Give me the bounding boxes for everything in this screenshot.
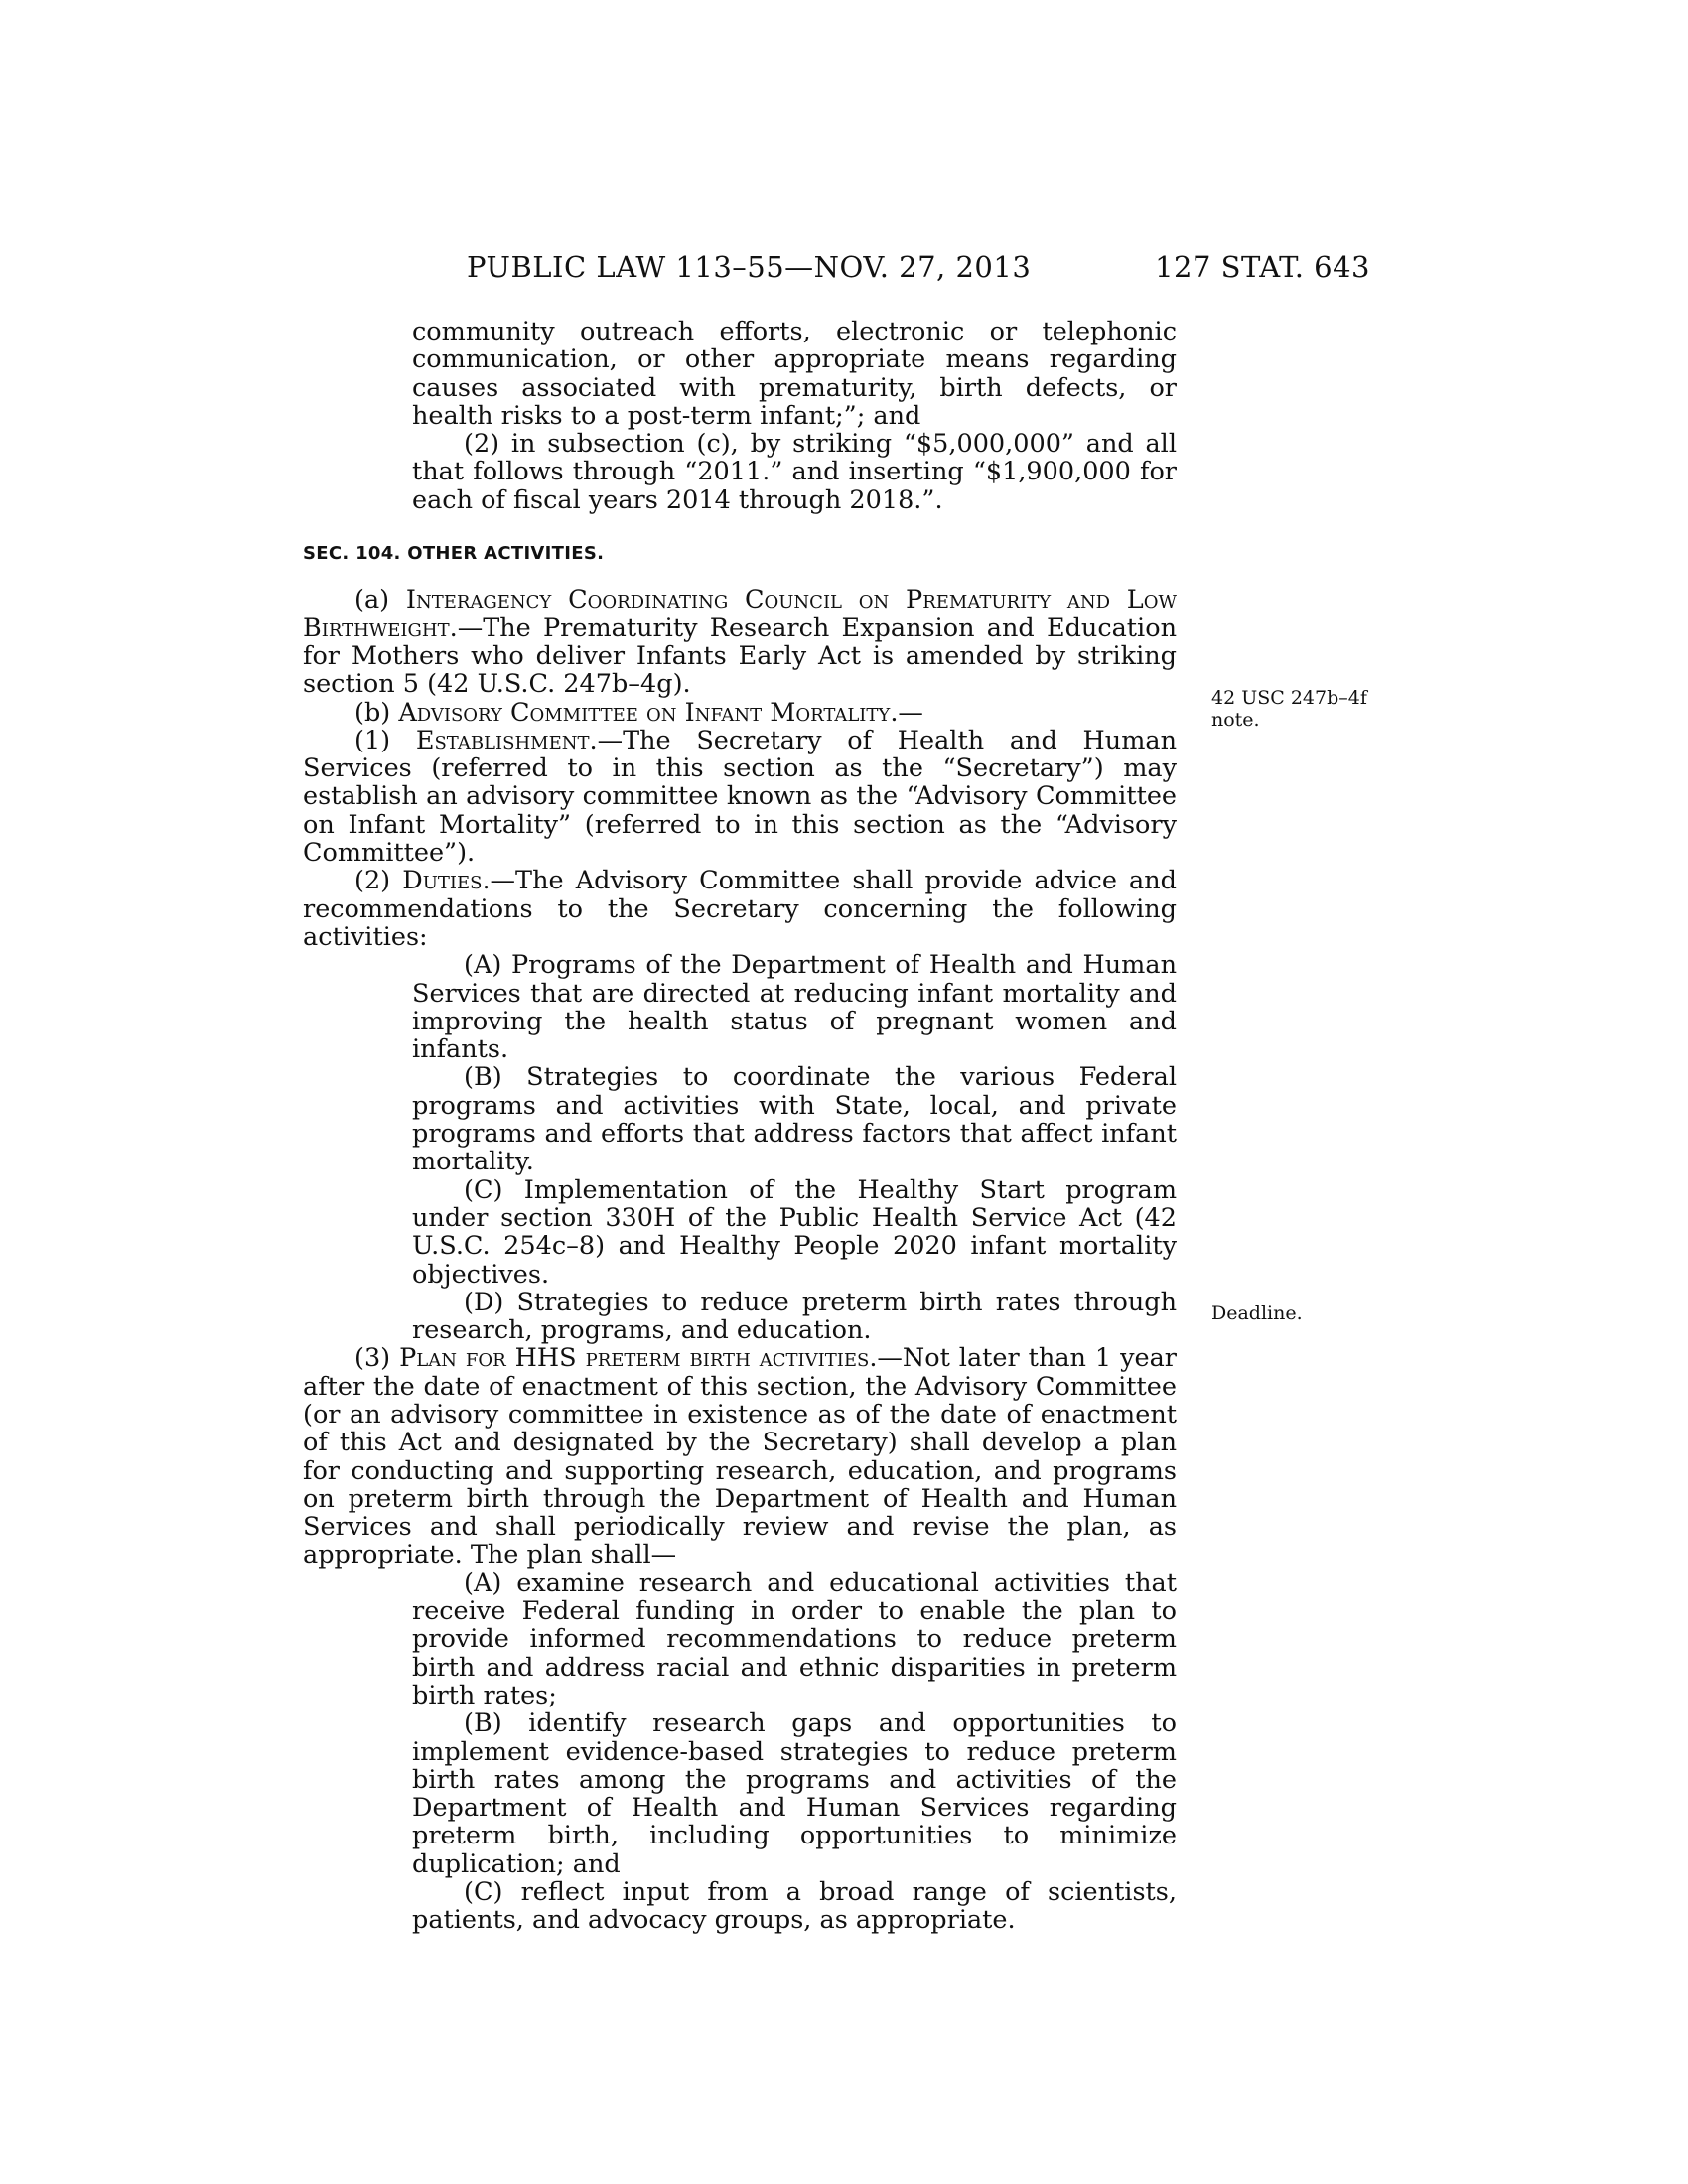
paragraph-b1-text: .—The Secretary of Health and Human Services (referred to in this section as the “Secretary”) may establish an advisory committee known as the “Advisory Committee on Infant Mortality” (referred to in this section as the “Advisory Committee”). xyxy=(303,725,1177,869)
subparagraph-b3-c: (C) reflect input from a broad range of scientists, patients, and advocacy groups, as appropriate. xyxy=(412,1877,1177,1936)
margin-note-usc-line1: 42 USC 247b–4f xyxy=(1211,687,1367,709)
subsection-a-text: .—The Prematurity Research Expansion and Education for Mothers who deliver Infants Early Act is amended by striking section 5 (42 U.S.C. 247b–4g). xyxy=(303,613,1177,700)
header-stat-page: 127 STAT. 643 xyxy=(1155,250,1370,284)
page-header xyxy=(467,250,1370,290)
subparagraph-b2-a: (A) Programs of the Department of Health and Human Services that are directed at reducing infant mortality and improving the health status of pregnant women and infants. xyxy=(412,950,1177,1065)
paragraph-b1-label: (1) xyxy=(354,725,416,755)
paragraph-b3-caption: Plan for HHS preterm birth activities xyxy=(399,1343,870,1374)
subsection-b-text: .— xyxy=(890,697,923,728)
section-heading: SEC. 104. OTHER ACTIVITIES. xyxy=(303,543,605,565)
paragraph-b2-caption: Duties xyxy=(402,866,483,896)
subparagraph-b2-c: (C) Implementation of the Healthy Start program under section 330H of the Public Health Service Act (42 U.S.C. 254c–8) and Healthy People 2020 infant mortality objectives. xyxy=(412,1174,1177,1290)
subsection-b-label: (b) xyxy=(354,697,399,728)
subsection-a xyxy=(303,586,1177,698)
paragraph-b3-label: (3) xyxy=(354,1343,400,1374)
paragraph-b3-text: .—Not later than 1 year after the date of enactment of this section, the Advisory Committee (or an advisory committee in existence as of the date of enactment of this Act and designated by the Secretary) shall develop a plan for conducting and supporting research, education, and programs on preterm birth through the Department of Health and Human Services and shall periodically review and revise the plan, as appropriate. The plan shall— xyxy=(303,1343,1177,1570)
paragraph-b2-text: .—The Advisory Committee shall provide advice and recommendations to the Secretary concerning the following activities: xyxy=(303,866,1177,952)
subparagraph-b2-b: (B) Strategies to coordinate the various Federal programs and activities with State, local, and private programs and efforts that address factors that affect infant mortality. xyxy=(412,1062,1177,1177)
subsection-a-caption: Interagency Coordinating Council on Prematurity and Low Birthweight xyxy=(303,585,1177,643)
paragraph-2: (2) in subsection (c), by striking “$5,000,000” and all that follows through “2011.” and inserting “$1,900,000 for each of fiscal years 2014 through 2018.”. xyxy=(412,429,1177,515)
subsection-b xyxy=(303,699,1177,727)
subsection-b-caption: Advisory Committee on Infant Mortality xyxy=(398,697,891,728)
margin-note-usc xyxy=(1211,687,1367,731)
subparagraph-b3-b: (B) identify research gaps and opportunities to implement evidence-based strategies to reduce preterm birth rates among the programs and activities of the Department of Health and Human Services regarding preterm birth, including opportunities to minimize duplication; and xyxy=(412,1708,1177,1879)
paragraph-b3 xyxy=(303,1344,1177,1569)
continued-paragraph: community outreach efforts, electronic or telephonic communication, or other appropriate means regarding causes associated with prematurity, birth defects, or health risks to a post-term infant;”; and xyxy=(412,317,1177,431)
margin-note-usc-line2: note. xyxy=(1211,709,1260,731)
header-title: PUBLIC LAW 113–55—NOV. 27, 2013 xyxy=(467,250,1032,284)
margin-note-deadline: Deadline. xyxy=(1211,1302,1303,1324)
paragraph-b1-caption: Establishment xyxy=(415,725,590,755)
paragraph-b2 xyxy=(303,867,1177,951)
subsection-a-label: (a) xyxy=(354,585,406,615)
document-body xyxy=(303,318,1177,1935)
subparagraph-b2-d: (D) Strategies to reduce preterm birth rates through research, programs, and education. xyxy=(412,1287,1177,1346)
paragraph-b2-label: (2) xyxy=(354,866,403,896)
subparagraph-b3-a: (A) examine research and educational activities that receive Federal funding in order to enable the plan to provide informed recommendations to reduce preterm birth and address racial and ethnic disparities in preterm birth rates; xyxy=(412,1568,1177,1710)
paragraph-b1 xyxy=(303,727,1177,867)
